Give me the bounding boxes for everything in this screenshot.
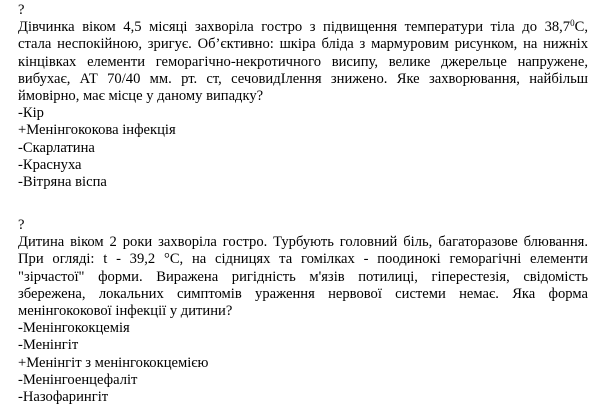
question-text-line: збережена, локальних симптомів ураження нервової системи немає. Яка форма: [18, 285, 588, 302]
question-text-line: стала неспокійною, зригує. Об’єктивно: шкіра бліда з мармуровим рисунком, на нижніх: [18, 36, 588, 53]
question-text-line: вибухає, АТ 70/40 мм. рт. ст, сечовидІлення знижено. Яке захворювання, найбільш: [18, 70, 588, 87]
question-text-line: кінцівках елементи геморагічно-некротичного висипу, велике джерельце напружене,: [18, 53, 588, 70]
question-text-line: менінгококової інфекції у дитини?: [18, 302, 233, 319]
answer-option: -Менінгіт: [18, 337, 79, 354]
question-2: [18, 217, 588, 406]
question-text-line: "зірчастої" форми. Виражена ригідність м'язів потилиці, гіперестезія, свідомість: [18, 268, 588, 285]
question-text-line: [18, 19, 588, 36]
answer-option: -Менінгоенцефаліт: [18, 371, 138, 388]
answer-option: -Кір: [18, 105, 44, 122]
superscript-degree: 0: [570, 19, 575, 29]
question-text-line: Дитина віком 2 роки захворіла гостро. Турбують головний біль, багаторазове блювання.: [18, 234, 588, 251]
answer-option-correct: +Менінгіт з менінгококцемією: [18, 354, 209, 371]
answer-option: -Краснуха: [18, 156, 82, 173]
question-text-line: При огляді: t - 39,2 °С, на сідницях та гомілках - поодинокі геморагічні елементи: [18, 251, 588, 268]
question-text-line: ймовірно, має місце у даному випадку?: [18, 87, 264, 104]
question-marker: ?: [18, 217, 25, 233]
answer-option: -Менінгококцемія: [18, 320, 130, 337]
question-text-segment: С,: [574, 19, 588, 36]
question-text-segment: Дівчинка віком 4,5 місяці захворіла гостро з підвищення температури тіла до 38,7: [18, 19, 571, 36]
answer-option: -Вітряна віспа: [18, 173, 107, 190]
question-marker: ?: [18, 2, 25, 18]
answer-option: -Назофарингіт: [18, 388, 109, 405]
question-1: [18, 2, 588, 191]
answer-option-correct: +Менінгококова інфекція: [18, 122, 176, 139]
answer-option: -Скарлатина: [18, 139, 95, 156]
